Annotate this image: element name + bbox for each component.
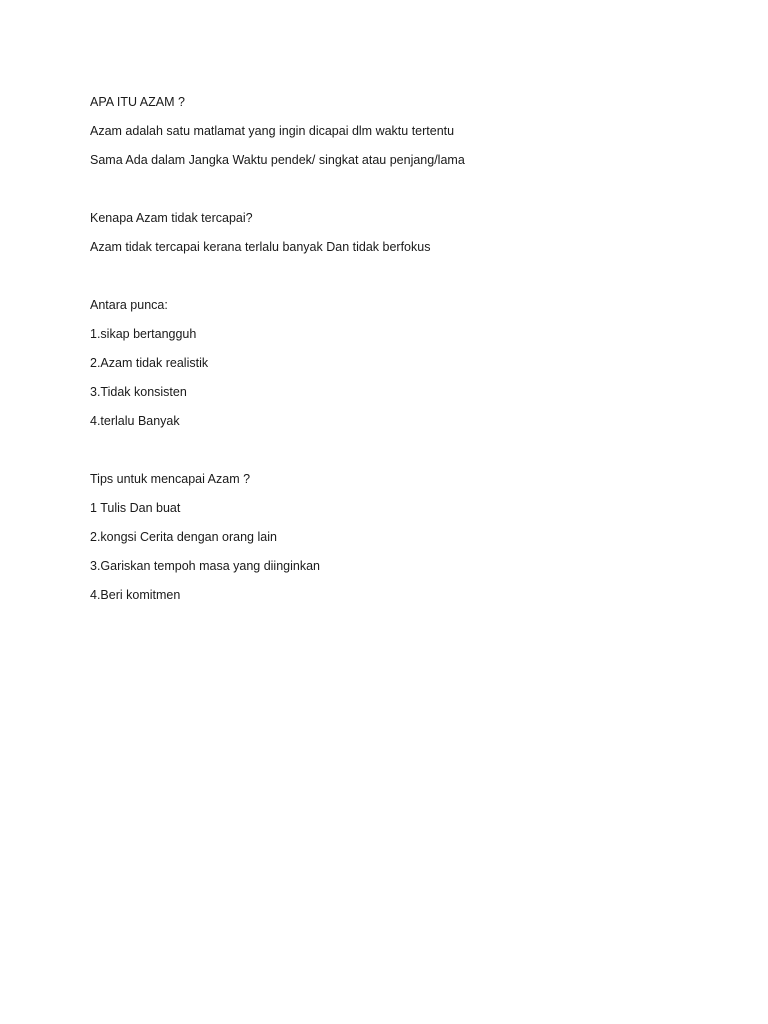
paragraph-line: Sama Ada dalam Jangka Waktu pendek/ singkat atau penjang/lama [90,153,465,167]
blank-line [90,266,730,295]
paragraph-line: Azam adalah satu matlamat yang ingin dicapai dlm waktu tertentu [90,124,455,138]
blank-line [90,440,730,469]
section-heading-antara-punca: Antara punca: [90,298,168,312]
list-item: 1.sikap bertangguh [90,327,197,341]
paragraph-line: Azam tidak tercapai kerana terlalu banyak Dan tidak berfokus [90,240,431,254]
document-body [90,92,730,614]
section-heading-kenapa-azam: Kenapa Azam tidak tercapai? [90,211,253,225]
list-item: 1 Tulis Dan buat [90,501,181,515]
list-item: 4.Beri komitmen [90,588,181,602]
section-heading-tips: Tips untuk mencapai Azam ? [90,472,251,486]
blank-line [90,179,730,208]
list-item: 4.terlalu Banyak [90,414,180,428]
list-item: 2.kongsi Cerita dengan orang lain [90,530,277,544]
list-item: 2.Azam tidak realistik [90,356,209,370]
section-heading-apa-itu-azam: APA ITU AZAM ? [90,95,185,109]
list-item: 3.Gariskan tempoh masa yang diinginkan [90,559,320,573]
list-item: 3.Tidak konsisten [90,385,187,399]
